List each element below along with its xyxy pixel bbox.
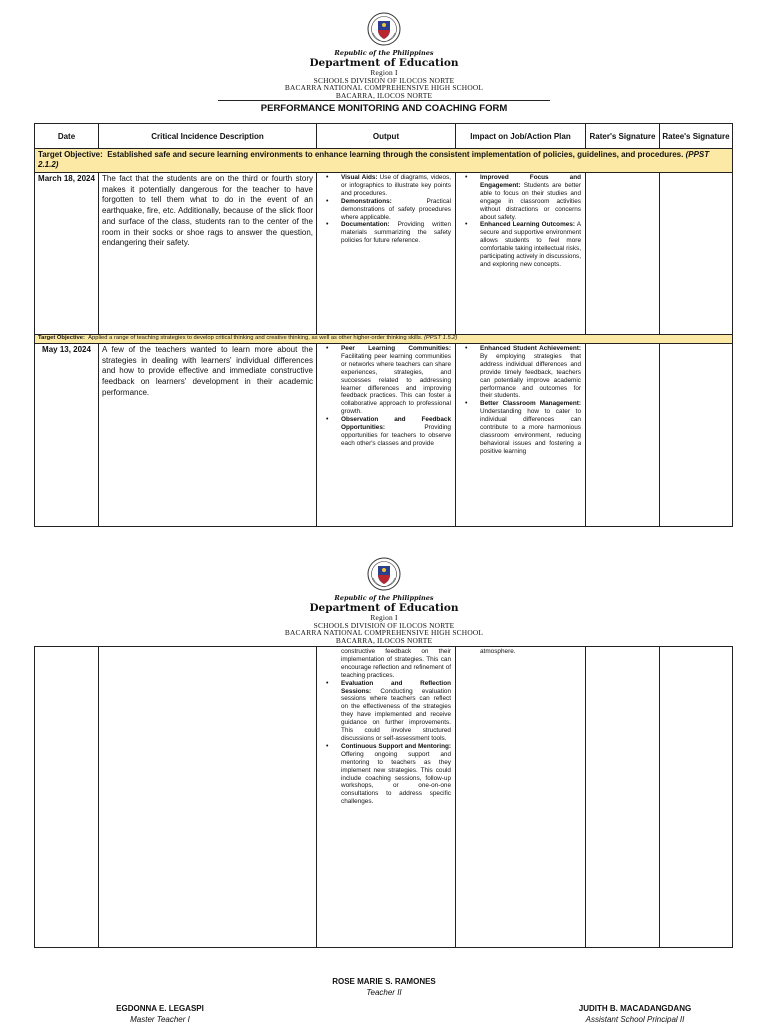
row-description: A few of the teachers wanted to learn more about the strategies in dealing with learners' individual differences and how to provide effective and immediate constructive feedback on learners' development in their academic performance.	[99, 344, 317, 527]
region-line: Region I	[370, 613, 398, 622]
target-objective-row-1	[35, 149, 733, 173]
col-description-header: Critical Incidence Description	[99, 124, 317, 149]
letterhead	[0, 12, 768, 115]
row-date	[35, 647, 99, 948]
table-row	[35, 344, 733, 527]
signatory-position: Master Teacher I	[130, 1015, 190, 1024]
output-item: • Documentation: Providing written materials summarizing the safety policies for future reference.	[323, 221, 451, 245]
row-output	[317, 647, 456, 948]
republic-line: Republic of the Philippines	[334, 594, 434, 602]
ratee-signature-cell	[660, 344, 733, 527]
col-ratee-signature-header: Ratee's Signature	[660, 124, 733, 149]
signatory-name: JUDITH B. MACADANGDANG	[578, 1004, 692, 1013]
table-row	[35, 173, 733, 335]
target-objective-1	[35, 149, 733, 173]
output-item: • Continuous Support and Mentoring: Offering ongoing support and mentoring to teachers as they implement new strategies. This could include coaching sessions, follow-up workshops, or one-on-one consultations to address specific challenges.	[323, 743, 451, 806]
impact-continued-text: atmosphere.	[480, 648, 516, 655]
row-date: March 18, 2024	[35, 173, 99, 335]
output-item: • Demonstrations: Practical demonstrations of safety procedures where applicable.	[323, 198, 451, 222]
table-row-continued	[35, 647, 733, 948]
address-line: BACARRA, ILOCOS NORTE	[335, 90, 433, 100]
signatory-name: ROSE MARIE S. RAMONES	[332, 977, 436, 986]
target-objective-2	[35, 335, 733, 344]
objective-code: (PPST 1.5.2)	[423, 335, 458, 341]
row-impact	[456, 173, 586, 335]
output-item: • Evaluation and Reflection Sessions: Conducting evaluation sessions where teachers can reflect on the effectiveness of the strategies they have implemented and receive guidance on further improvements. This could involve structured discussions or self-assessment tools.	[323, 680, 451, 743]
rater-signature-cell	[586, 344, 660, 527]
impact-item: • Better Classroom Management: Understanding how to cater to individual differences can contribute to a more harmonious classroom environment, reducing behavioral issues and fostering a positive learning	[462, 400, 581, 455]
division-line: SCHOOLS DIVISION OF ILOCOS NORTE	[313, 620, 455, 630]
signatory-name: EGDONNA E. LEGASPI	[116, 1004, 204, 1013]
row-description	[99, 647, 317, 948]
coaching-table-page-2	[34, 646, 733, 948]
objective-label: Target Objective:	[38, 335, 85, 341]
deped-seal-logo	[367, 557, 401, 591]
signature-master-teacher	[70, 1003, 250, 1024]
rater-signature-cell	[586, 173, 660, 335]
school-line: BACARRA NATIONAL COMPREHENSIVE HIGH SCHOOL	[284, 83, 484, 93]
objective-code: (PPST 2.1.2)	[38, 150, 710, 169]
school-line: BACARRA NATIONAL COMPREHENSIVE HIGH SCHOOL	[284, 628, 484, 638]
impact-item: • Improved Focus and Engagement: Students are better able to focus on their studies and engage in classroom activities without distractions or concerns about safety.	[462, 174, 581, 221]
signature-principal	[535, 1003, 735, 1024]
row-output	[317, 344, 456, 527]
output-item: • Visual Aids: Use of diagrams, videos, or infographics to illustrate key points and procedures.	[323, 174, 451, 198]
division-line: SCHOOLS DIVISION OF ILOCOS NORTE	[313, 75, 455, 85]
output-item: • Peer Learning Communities: Facilitating peer learning communities or networks where teachers can share experiences, strategies, and successes related to addressing learner differences and improving feedback practices. This can foster a collaborative approach to professional growth.	[323, 345, 451, 416]
objective-label: Target Objective:	[38, 150, 103, 159]
address-line: BACARRA, ILOCOS NORTE	[335, 635, 433, 645]
signature-teacher	[284, 976, 484, 998]
output-continued-text: constructive feedback on their implementation of strategies. This can encourage reflection and refinement of teaching practices.	[341, 648, 451, 679]
objective-text: Established safe and secure learning environments to enhance learning through the consistent implementation of policies, guidelines, and procedures.	[107, 150, 684, 159]
impact-item: • Enhanced Student Achievement: By employing strategies that address individual differences and provide timely feedback, teachers can potentially improve academic performance and outcomes for their students.	[462, 345, 581, 400]
col-date-header: Date	[35, 124, 99, 149]
deped-seal-logo	[367, 12, 401, 46]
row-impact	[456, 647, 586, 948]
table-header-row	[35, 124, 733, 149]
department-name: Department of Education	[309, 602, 459, 614]
ratee-signature-cell	[660, 647, 733, 948]
col-rater-signature-header: Rater's Signature	[586, 124, 660, 149]
department-name: Department of Education	[309, 57, 459, 69]
row-output	[317, 173, 456, 335]
row-description: The fact that the students are on the third or fourth story makes it potentially dangerous for the teacher to have forgotten to tell them what to do in the event of an earthquake, fire, etc. Additionally, because of the slick floor and surface of the class, students ran to the center of the room in their socks or shoe rags to answer the question, endangering their safety.	[99, 173, 317, 335]
col-output-header: Output	[317, 124, 456, 149]
header-rule	[218, 100, 550, 101]
output-item: • Observation and Feedback Opportunities: Providing opportunities for teachers to observe each other's classes and provide	[323, 416, 451, 448]
objective-text: Applied a range of teaching strategies to develop critical thinking and creative thinking, as well as other higher-order thinking skills.	[88, 335, 423, 341]
region-line: Region I	[370, 68, 398, 77]
target-objective-row-2	[35, 335, 733, 344]
rater-signature-cell	[586, 647, 660, 948]
form-title: PERFORMANCE MONITORING AND COACHING FORM	[260, 103, 508, 115]
ratee-signature-cell	[660, 173, 733, 335]
letterhead-page-2	[0, 557, 768, 644]
republic-line: Republic of the Philippines	[334, 49, 434, 57]
coaching-table-page-1	[34, 123, 733, 527]
signatory-position: Teacher II	[366, 988, 402, 997]
col-impact-header: Impact on Job/Action Plan	[456, 124, 586, 149]
impact-item: • Enhanced Learning Outcomes: A secure and supportive environment allows students to feel more comfortable taking intellectual risks, participating actively in discussions, and exploring new concepts.	[462, 221, 581, 268]
row-impact	[456, 344, 586, 527]
row-date: May 13, 2024	[35, 344, 99, 527]
signatory-position: Assistant School Principal II	[585, 1015, 685, 1024]
